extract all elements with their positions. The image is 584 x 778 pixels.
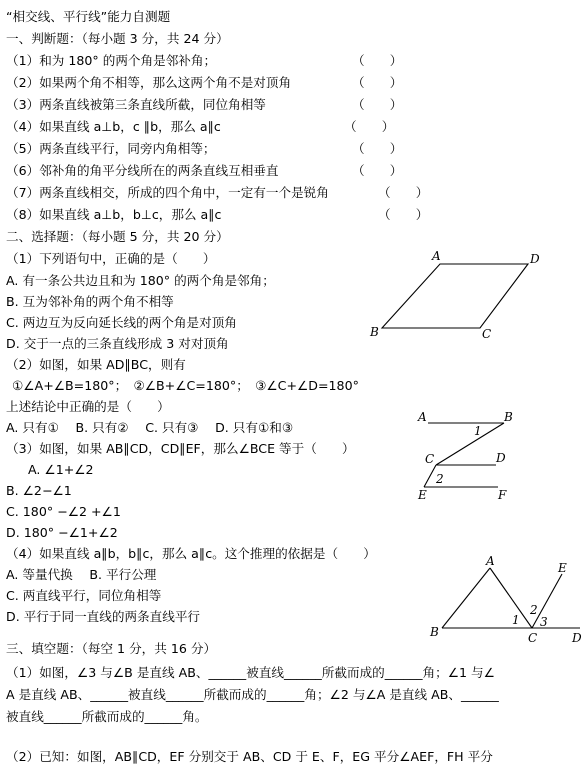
judge-item-5: （5）两条直线平行，同旁内角相等； [6,141,216,156]
section-3-heading: 三、填空题：（每空 1 分，共 16 分） [6,641,217,656]
q3-option-a: A. ∠1+∠2 [28,462,94,477]
judge-answer-1: （ ） [352,53,403,68]
q4-option-ab: A. 等量代换 B. 平行公理 [6,567,157,582]
q4-option-c: C. 两直线平行，同位角相等 [6,588,162,603]
angle-1-label: 1 [512,613,520,627]
q1-option-b: B. 互为邻补角的两个角不相等 [6,294,174,309]
judge-answer-5: （ ） [352,141,403,156]
fill-q1-line-3: 被直线______所截而成的______角。 [6,709,208,724]
judge-item-8: （8）如果直线 a⊥b，b⊥c，那么 a∥c [6,207,222,222]
q1-option-a: A. 有一条公共边且和为 180° 的两个角是邻角； [6,273,275,288]
label-e: E [558,561,567,575]
fill-q2-line-1: （2）已知：如图，AB∥CD，EF 分别交于 AB、CD 于 E、F，EG 平分∠AEF，FH 平分 [6,749,493,764]
judge-item-1: （1）和为 180° 的两个角是邻补角； [6,53,217,68]
label-a: A [432,249,441,263]
q2-conditions: ①∠A+∠B=180°； ②∠B+∠C=180°； ③∠C+∠D=180° [12,378,359,393]
q4-option-d: D. 平行于同一直线的两条直线平行 [6,609,201,624]
q3-option-d: D. 180° −∠1+∠2 [6,525,118,540]
section-2-heading: 二、选择题：（每小题 5 分，共 20 分） [6,229,229,244]
parallelogram-shape [382,264,528,328]
line-bc [436,423,504,465]
fill-q1-line-1: （1）如图，∠3 与∠B 是直线 AB、______被直线______所截而成的______角；∠1 与∠ [6,665,495,680]
label-c: C [482,327,492,341]
line-ab [442,568,490,628]
judge-item-7: （7）两条直线相交，所成的四个角中，一定有一个是锐角 [6,185,329,200]
q1-option-d: D. 交于一点的三条直线形成 3 对对顶角 [6,336,229,351]
label-d: D [530,252,540,266]
line-ac [490,568,532,628]
page-title: “相交线、平行线”能力自测题 [6,9,171,24]
label-d: D [572,631,582,645]
angle-2-label: 2 [530,603,538,617]
angle-1-label: 1 [474,424,482,438]
judge-item-2: （2）如果两个角不相等，那么这两个角不是对顶角 [6,75,292,90]
judge-answer-3: （ ） [352,97,403,112]
judge-item-4: （4）如果直线 a⊥b，c ∥b，那么 a∥c [6,119,221,134]
angle-2-label: 2 [436,472,444,486]
label-b: B [430,625,439,639]
q4-stem: （4）如果直线 a∥b，b∥c，那么 a∥c。这个推理的依据是（ ） [6,546,376,561]
label-a: A [486,554,495,568]
label-b: B [370,325,379,339]
judge-item-3: （3）两条直线被第三条直线所截，同位角相等 [6,97,266,112]
fill-q1-line-2: A 是直线 AB、______被直线______所截而成的______角；∠2 与∠A 是直线 AB、______ [6,687,499,702]
line-ce [424,465,436,487]
label-b: B [504,410,513,424]
judge-answer-4: （ ） [344,119,395,134]
section-1-heading: 一、判断题：（每小题 3 分，共 24 分） [6,31,229,46]
q2-stem: （2）如图，如果 AD∥BC，则有 [6,357,186,372]
judge-answer-2: （ ） [352,75,403,90]
judge-answer-6: （ ） [352,163,403,178]
label-c: C [425,452,435,466]
zigzag-figure [412,405,524,501]
judge-answer-7: （ ） [378,185,429,200]
label-d: D [496,451,506,465]
q1-option-c: C. 两边互为反向延长线的两个角是对顶角 [6,315,237,330]
parallelogram-figure [360,246,550,346]
judge-answer-8: （ ） [378,207,429,222]
angle-3-label: 3 [540,615,548,629]
q3-option-b: B. ∠2−∠1 [6,483,72,498]
label-e: E [418,488,427,501]
q3-stem: （3）如图，如果 AB∥CD，CD∥EF，那么∠BCE 等于（ ） [6,441,355,456]
label-a: A [418,410,427,424]
label-c: C [528,631,538,645]
triangle-figure [420,554,584,650]
q2-conclusion: 上述结论中正确的是（ ） [6,399,170,414]
q3-option-c: C. 180° −∠2 +∠1 [6,504,121,519]
label-f: F [498,488,507,501]
judge-item-6: （6）邻补角的角平分线所在的两条直线互相垂直 [6,163,279,178]
q1-stem: （1）下列语句中，正确的是（ ） [6,251,216,266]
q2-options: A. 只有① B. 只有② C. 只有③ D. 只有①和③ [6,420,294,435]
